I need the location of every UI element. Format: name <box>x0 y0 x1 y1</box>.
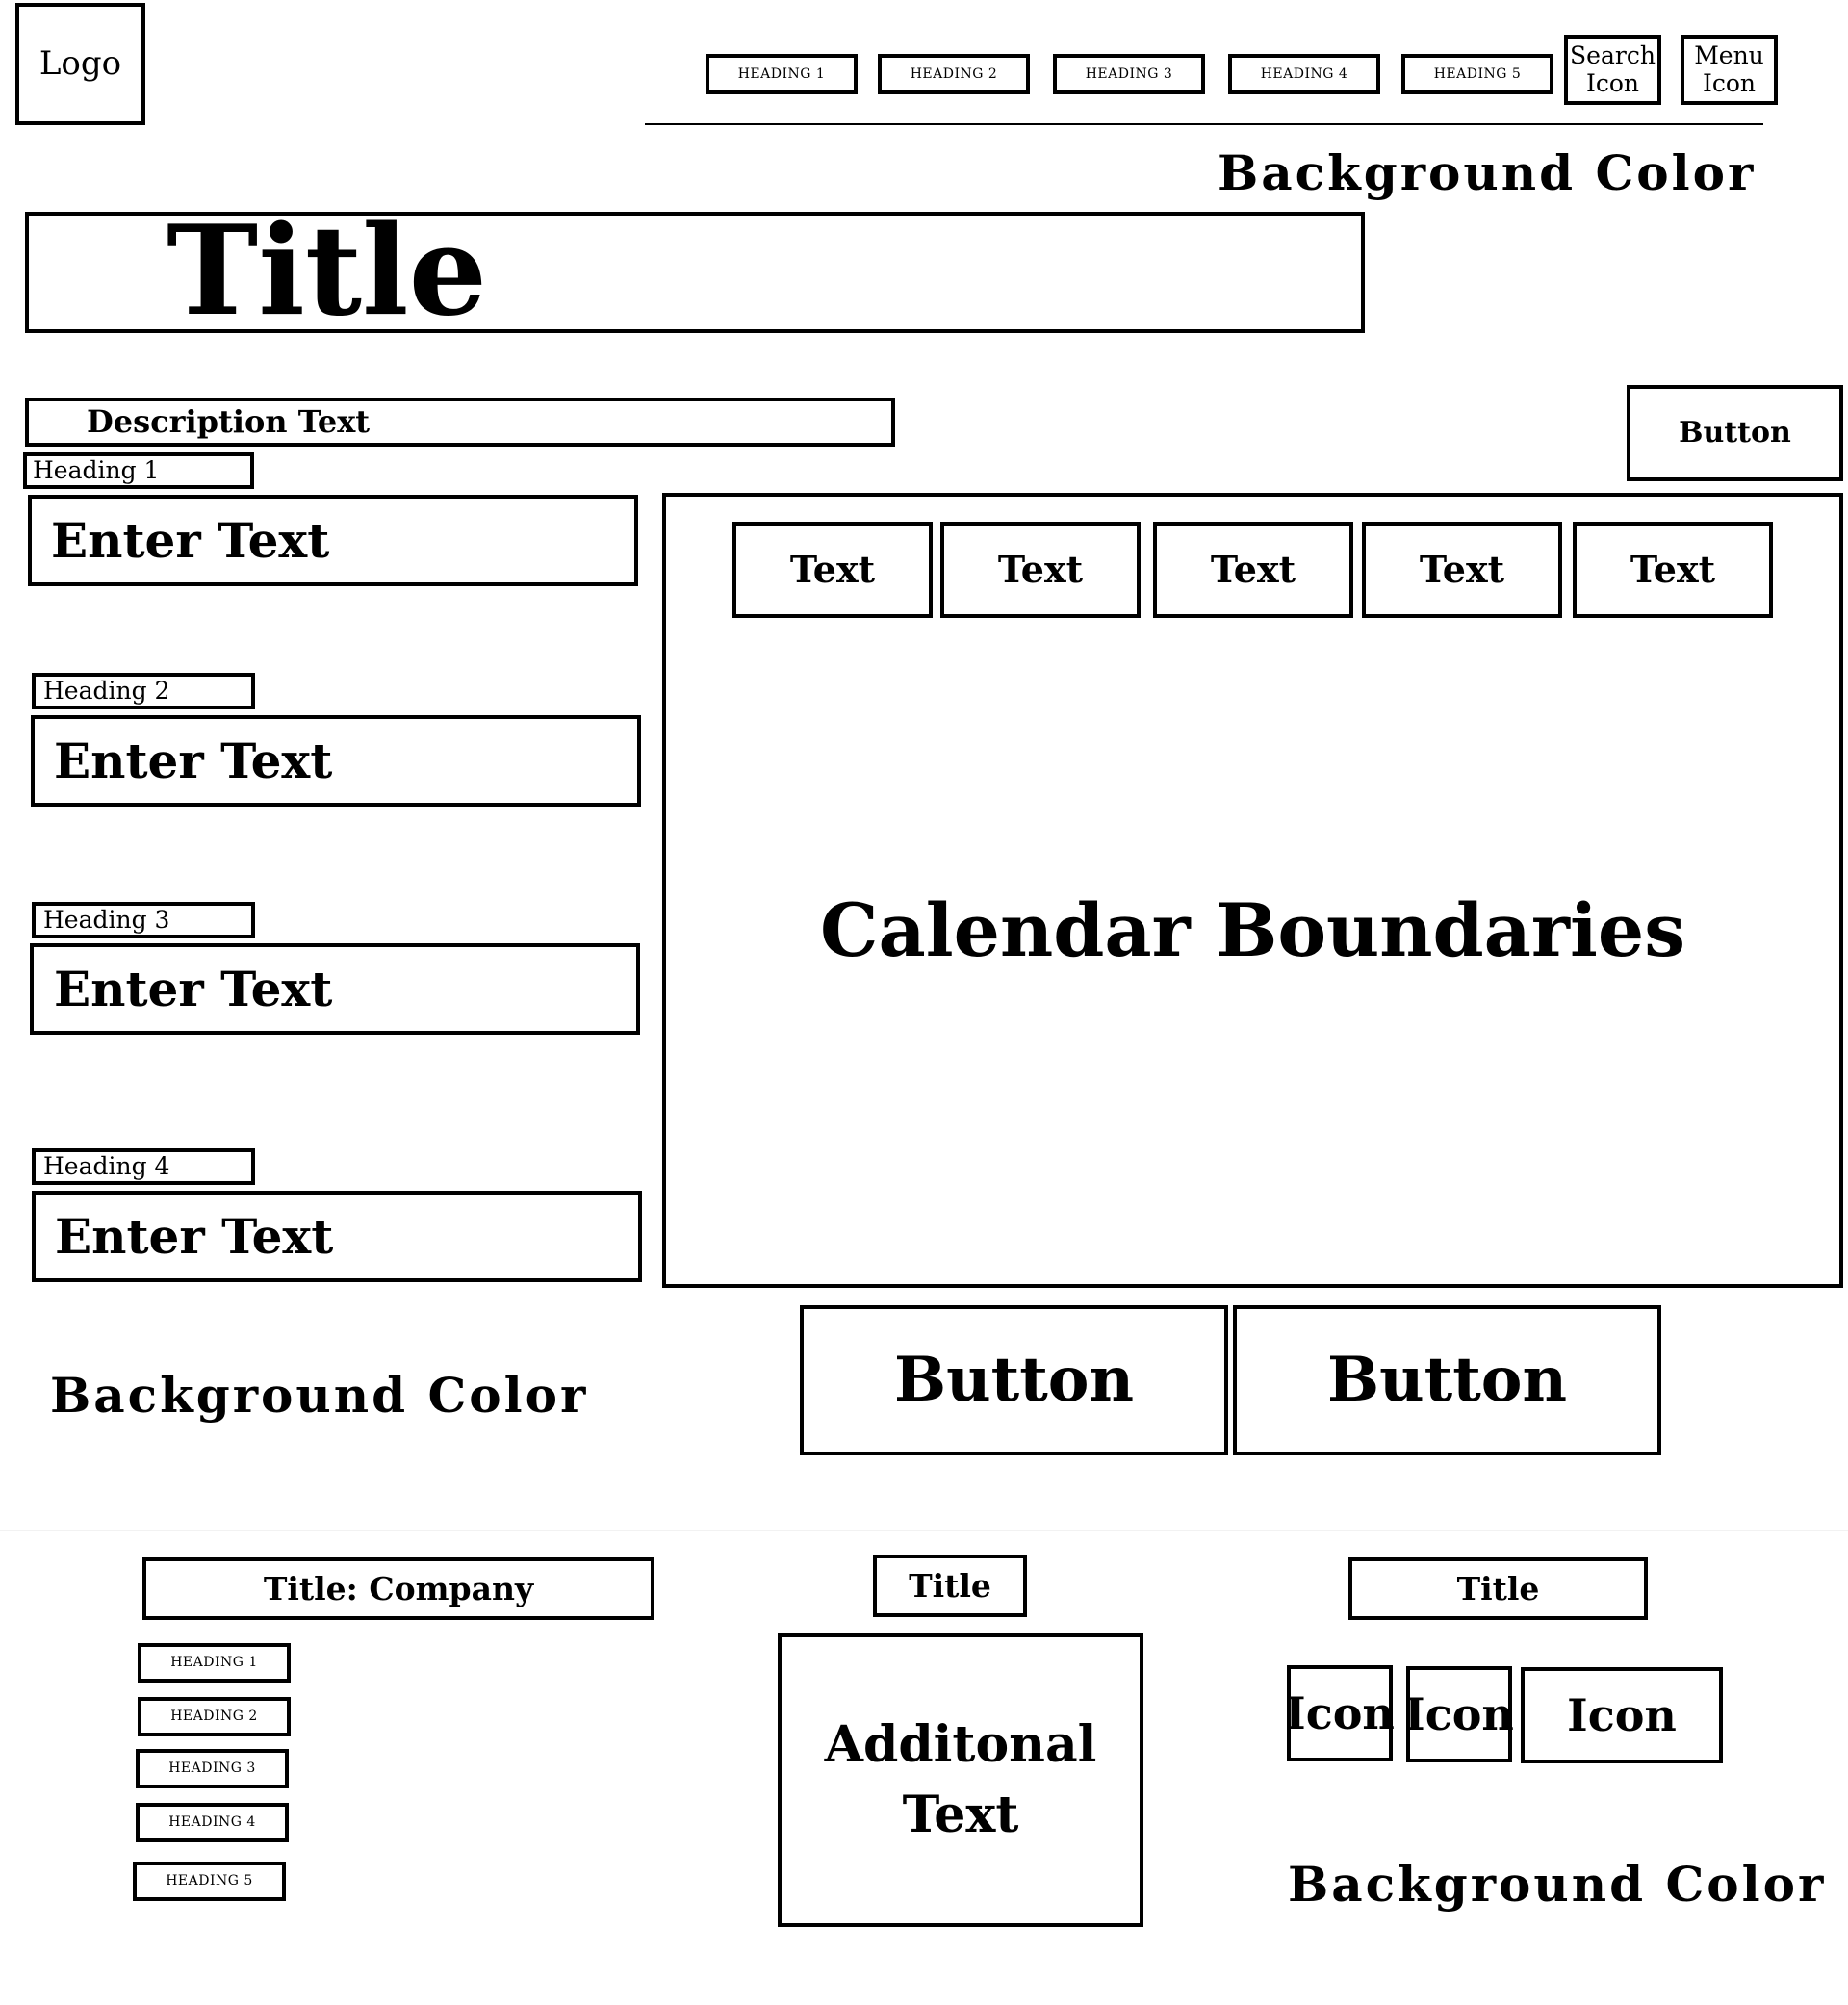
footer-link-5-label: HEADING 5 <box>166 1873 253 1889</box>
field-heading-1 <box>23 452 254 489</box>
footer-icon-3[interactable] <box>1521 1667 1723 1763</box>
field-heading-1-label: Heading 1 <box>33 455 160 484</box>
logo-label: Logo <box>38 43 122 83</box>
nav-heading-5-label: HEADING 5 <box>1433 65 1522 82</box>
calendar-tab-4[interactable] <box>1362 522 1562 618</box>
calendar-button-1-label: Button <box>894 1344 1134 1417</box>
calendar-tab-3[interactable] <box>1153 522 1353 618</box>
text-field-3[interactable] <box>30 943 640 1035</box>
form-background-label: Background Color <box>50 1367 589 1424</box>
footer-icon-3-label: Icon <box>1567 1688 1677 1741</box>
page-title-label: Title <box>167 199 488 345</box>
footer-middle-title <box>873 1555 1027 1617</box>
footer-link-4-label: HEADING 4 <box>168 1814 256 1831</box>
field-heading-2 <box>32 673 255 709</box>
field-heading-3-label: Heading 3 <box>43 905 170 934</box>
footer-company-title-label: Title: Company <box>263 1569 534 1607</box>
footer-link-5[interactable] <box>133 1862 286 1901</box>
calendar-tab-1-label: Text <box>789 548 876 592</box>
text-field-4[interactable] <box>32 1191 642 1282</box>
hero-button-label: Button <box>1679 415 1791 450</box>
description-text-label: Description Text <box>87 403 371 441</box>
footer-link-1[interactable] <box>138 1643 291 1683</box>
footer-icon-2[interactable] <box>1406 1666 1512 1762</box>
header-background-label: Background Color <box>1218 144 1757 201</box>
calendar-button-1[interactable] <box>800 1305 1228 1455</box>
nav-heading-2[interactable] <box>878 54 1030 94</box>
search-icon-line-1: Search <box>1570 40 1656 69</box>
footer-icon-1[interactable] <box>1287 1665 1393 1761</box>
additional-text-line-1: Additonal <box>824 1714 1097 1774</box>
text-field-1-placeholder: Enter Text <box>51 511 330 569</box>
logo[interactable] <box>15 3 145 125</box>
text-field-1[interactable] <box>28 495 638 586</box>
menu-icon-line-1: Menu <box>1694 40 1764 69</box>
footer-right-title-label: Title <box>1456 1569 1540 1607</box>
text-field-2[interactable] <box>31 715 641 807</box>
menu-icon-line-2: Icon <box>1702 68 1757 97</box>
calendar-tab-4-label: Text <box>1419 548 1505 592</box>
footer-divider <box>0 1530 1848 1531</box>
calendar-tab-3-label: Text <box>1210 548 1296 592</box>
footer-link-3[interactable] <box>136 1749 289 1788</box>
footer-link-2[interactable] <box>138 1697 291 1736</box>
description-text <box>25 398 895 447</box>
menu-icon[interactable] <box>1681 35 1778 105</box>
footer-link-3-label: HEADING 3 <box>168 1761 256 1777</box>
calendar-button-2-label: Button <box>1327 1344 1567 1417</box>
footer-icon-2-label: Icon <box>1404 1687 1514 1740</box>
text-field-3-placeholder: Enter Text <box>54 960 333 1017</box>
nav-heading-5[interactable] <box>1401 54 1553 94</box>
footer-right-title <box>1348 1557 1648 1620</box>
text-field-4-placeholder: Enter Text <box>55 1207 334 1265</box>
nav-heading-2-label: HEADING 2 <box>910 65 998 82</box>
field-heading-2-label: Heading 2 <box>43 676 170 705</box>
nav-heading-4[interactable] <box>1228 54 1380 94</box>
footer-link-1-label: HEADING 1 <box>170 1655 258 1671</box>
footer-company-title <box>142 1557 654 1620</box>
footer-link-4[interactable] <box>136 1803 289 1842</box>
calendar-tab-5-label: Text <box>1630 548 1716 592</box>
calendar-button-2[interactable] <box>1233 1305 1661 1455</box>
nav-heading-1[interactable] <box>706 54 858 94</box>
header-divider <box>645 123 1763 125</box>
field-heading-4-label: Heading 4 <box>43 1151 170 1180</box>
additional-text-line-2: Text <box>902 1785 1019 1844</box>
search-icon-line-2: Icon <box>1585 68 1640 97</box>
page-title <box>25 199 1365 345</box>
additional-text-box <box>778 1633 1143 1927</box>
calendar-tab-2[interactable] <box>940 522 1141 618</box>
footer-link-2-label: HEADING 2 <box>170 1709 258 1725</box>
text-field-2-placeholder: Enter Text <box>54 732 333 789</box>
hero-button[interactable] <box>1627 385 1843 481</box>
field-heading-4 <box>32 1148 255 1185</box>
calendar-tab-2-label: Text <box>997 548 1084 592</box>
calendar-boundaries-label: Calendar Boundaries <box>820 887 1685 973</box>
nav-heading-4-label: HEADING 4 <box>1260 65 1348 82</box>
footer-icon-1-label: Icon <box>1285 1686 1395 1739</box>
footer-middle-title-label: Title <box>909 1566 991 1605</box>
footer-background-label: Background Color <box>1288 1856 1827 1913</box>
nav-heading-3[interactable] <box>1053 54 1205 94</box>
nav-heading-3-label: HEADING 3 <box>1085 65 1173 82</box>
nav-heading-1-label: HEADING 1 <box>737 65 826 82</box>
field-heading-3 <box>32 902 255 938</box>
calendar-tab-1[interactable] <box>732 522 933 618</box>
calendar-tab-5[interactable] <box>1573 522 1773 618</box>
search-icon[interactable] <box>1564 35 1661 105</box>
